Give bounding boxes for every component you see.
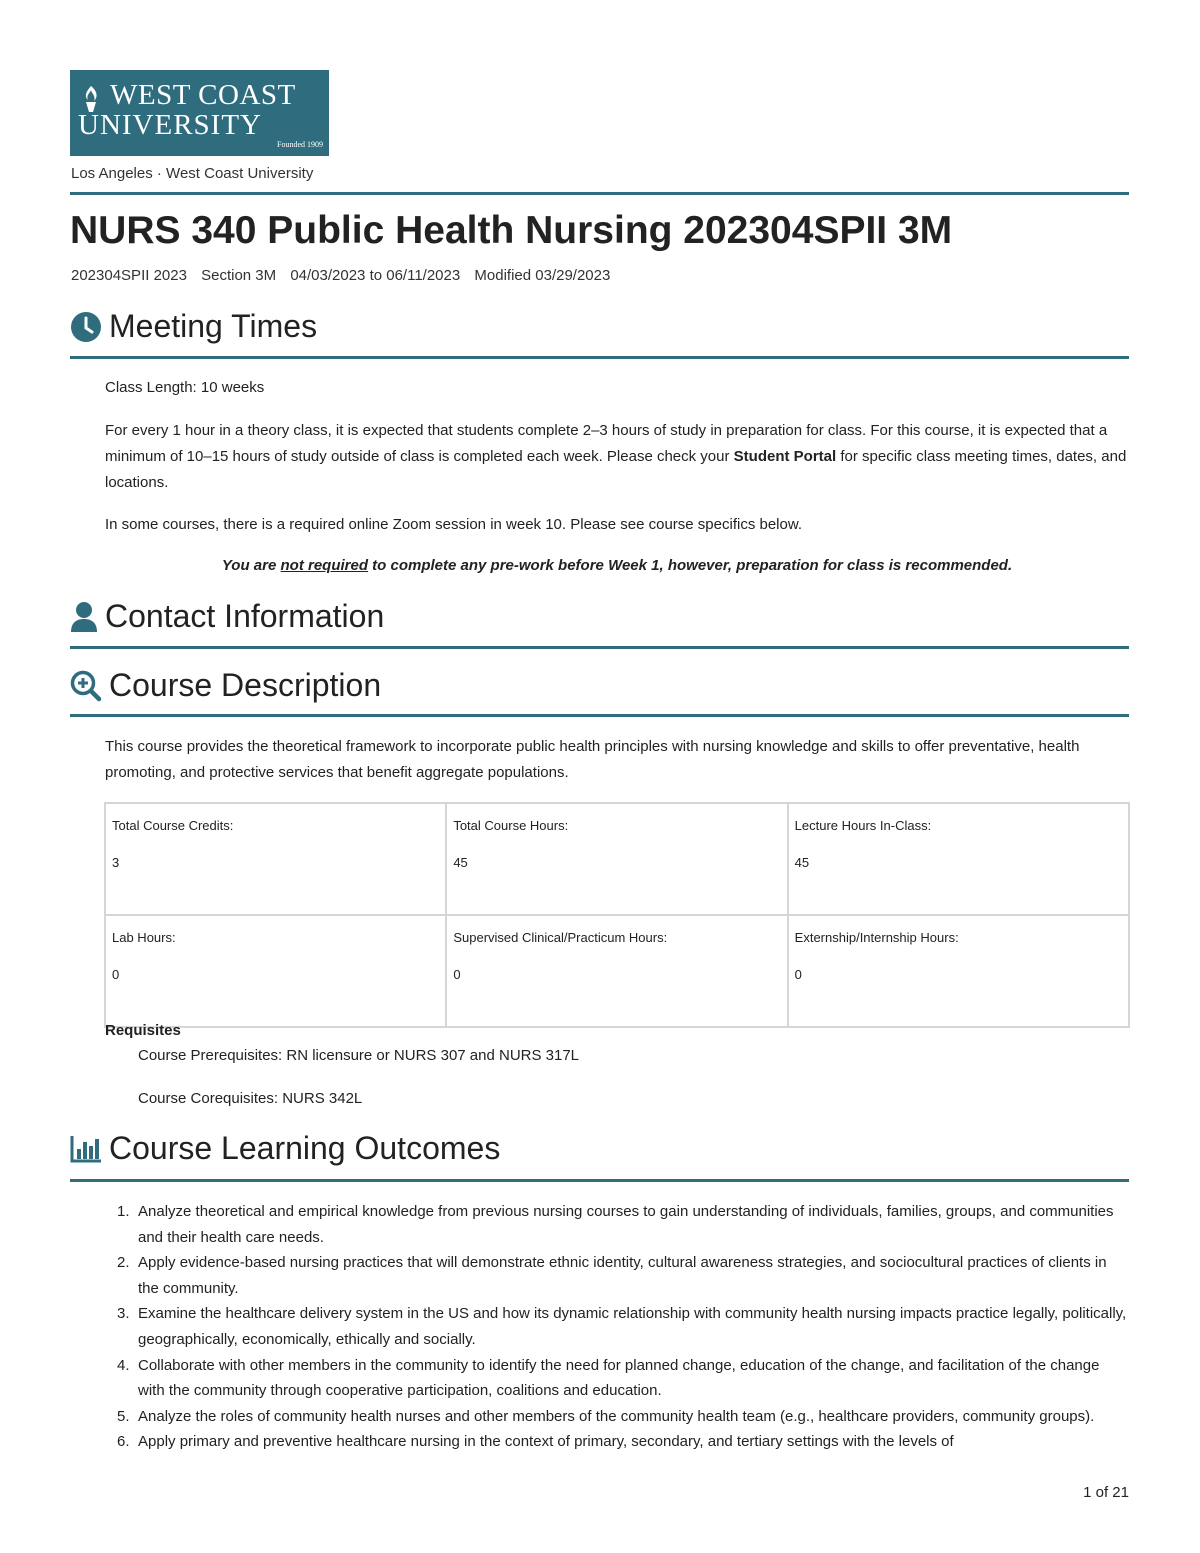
- list-text: Analyze theoretical and empirical knowledge from previous nursing courses to gain understanding of individuals, families, groups, and communities and their health care needs.: [138, 1203, 1114, 1246]
- table-row: [105, 915, 1129, 1027]
- cell-value: 45: [794, 855, 810, 870]
- cell-label: Lab Hours:: [112, 930, 176, 945]
- section-title: Course Learning Outcomes: [109, 1130, 501, 1166]
- section-heading-meeting-times: [70, 308, 317, 345]
- date-range: 04/03/2023 to 06/11/2023: [290, 267, 461, 284]
- term-label: 202304SPII 2023: [71, 267, 187, 284]
- table-row: [105, 803, 1129, 915]
- modified-date: Modified 03/29/2023: [474, 267, 611, 284]
- clock-icon: [70, 311, 102, 343]
- list-number: 2.: [117, 1254, 130, 1272]
- section-heading-course-description: [70, 667, 381, 704]
- logo-line-2: UNIVERSITY: [78, 109, 262, 141]
- campus-label: Los Angeles · West Coast University: [71, 165, 314, 182]
- search-plus-icon: [70, 670, 102, 702]
- cell-label: Supervised Clinical/Practicum Hours:: [453, 930, 668, 945]
- list-item: [105, 1429, 1129, 1455]
- section-divider: [70, 1179, 1129, 1182]
- study-expectation-paragraph: [105, 418, 1129, 496]
- cell-label: Total Course Hours:: [453, 818, 569, 833]
- list-number: 6.: [117, 1433, 130, 1451]
- table-cell: [105, 915, 446, 1027]
- list-number: 1.: [117, 1203, 130, 1220]
- table-cell: [788, 803, 1129, 915]
- student-portal-text: Student Portal: [733, 448, 837, 465]
- requisites-title: Requisites: [105, 1022, 181, 1039]
- class-length: Class Length: 10 weeks: [105, 379, 265, 396]
- table-cell: [788, 915, 1129, 1027]
- section-heading-contact-information: [70, 598, 384, 635]
- section-divider: [70, 646, 1129, 649]
- section-divider: [70, 356, 1129, 359]
- list-number: 3.: [117, 1305, 130, 1323]
- course-prerequisites: Course Prerequisites: RN licensure or NURS 307 and NURS 317L: [138, 1047, 580, 1064]
- list-text: Apply evidence-based nursing practices that will demonstrate ethnic identity, cultural awareness strategies, and sociocultural practices of clients in the community.: [138, 1254, 1107, 1297]
- university-logo: [70, 70, 329, 156]
- note-text: to complete any pre-work before Week 1, however, preparation for class is recommended.: [368, 557, 1013, 574]
- logo-line-1: WEST COAST: [110, 79, 296, 111]
- list-item: [105, 1199, 1129, 1250]
- cell-label: Total Course Credits:: [112, 818, 234, 833]
- list-item: [105, 1250, 1129, 1301]
- list-number: 4.: [117, 1356, 130, 1374]
- section-title: Course Description: [109, 667, 382, 703]
- user-icon: [70, 601, 98, 633]
- section-title: Contact Information: [105, 598, 385, 634]
- page-number: 1 of 21: [1083, 1484, 1129, 1501]
- section-heading-course-learning-outcomes: [70, 1130, 500, 1167]
- list-item: [105, 1353, 1129, 1404]
- cell-label: Lecture Hours In-Class:: [794, 818, 932, 833]
- table-cell: [446, 915, 787, 1027]
- header-divider: [70, 192, 1129, 195]
- pre-work-note: [105, 557, 1129, 574]
- list-item: [105, 1404, 1129, 1430]
- list-number: 5.: [117, 1407, 130, 1425]
- cell-value: 0: [112, 967, 120, 982]
- cell-label: Externship/Internship Hours:: [794, 930, 959, 945]
- list-text: Apply primary and preventive healthcare nursing in the context of primary, secondary, and tertiary settings with the levels of: [138, 1433, 954, 1451]
- cell-value: 0: [794, 967, 802, 982]
- paragraph-text: for specific class meeting times, dates, and locations.: [105, 448, 1127, 491]
- list-text: Collaborate with other members in the community to identify the need for planned change, education of the change, and facilitation of the change with the community through cooperative participation, coalitions and education.: [138, 1356, 1100, 1400]
- paragraph-text: For every 1 hour in a theory class, it is expected that students complete 2–3 hours of study in preparation for class. For this course, it is expected that a minimum of 10–15 hours of study outside of class is completed each week. Please check your: [105, 422, 1108, 465]
- course-description-text: This course provides the theoretical framework to incorporate public health principles with nursing knowledge and skills to offer preventative, health promoting, and protective services that benefit aggregate populations.: [105, 738, 1080, 781]
- table-cell: [105, 803, 446, 915]
- course-hours-table: [104, 802, 1130, 1028]
- logo-line-3: Founded 1909: [277, 140, 323, 149]
- section-title: Meeting Times: [109, 308, 318, 344]
- note-text: You are: [221, 557, 281, 574]
- learning-outcomes-list: [105, 1199, 1129, 1455]
- page-title: NURS 340 Public Health Nursing 202304SPII 3M: [70, 209, 953, 252]
- list-item: [105, 1301, 1129, 1352]
- bar-chart-icon: [70, 1134, 102, 1164]
- cell-value: 45: [453, 855, 468, 870]
- list-text: Examine the healthcare delivery system in the US and how its dynamic relationship with community health nursing impacts practice legally, politically, geographically, economically, ethically and socially.: [138, 1305, 1127, 1348]
- course-corequisites: Course Corequisites: NURS 342L: [138, 1090, 363, 1107]
- table-cell: [446, 803, 787, 915]
- section-divider: [70, 714, 1129, 717]
- course-meta: [71, 267, 620, 284]
- zoom-session-paragraph: In some courses, there is a required online Zoom session in week 10. Please see course specifics below.: [105, 516, 803, 533]
- list-text: Analyze the roles of community health nurses and other members of the community health team (e.g., healthcare providers, community groups).: [138, 1407, 1095, 1425]
- section-label: Section 3M: [201, 267, 277, 284]
- note-underlined-text: not required: [280, 557, 369, 574]
- cell-value: 3: [112, 855, 120, 870]
- cell-value: 0: [453, 967, 461, 982]
